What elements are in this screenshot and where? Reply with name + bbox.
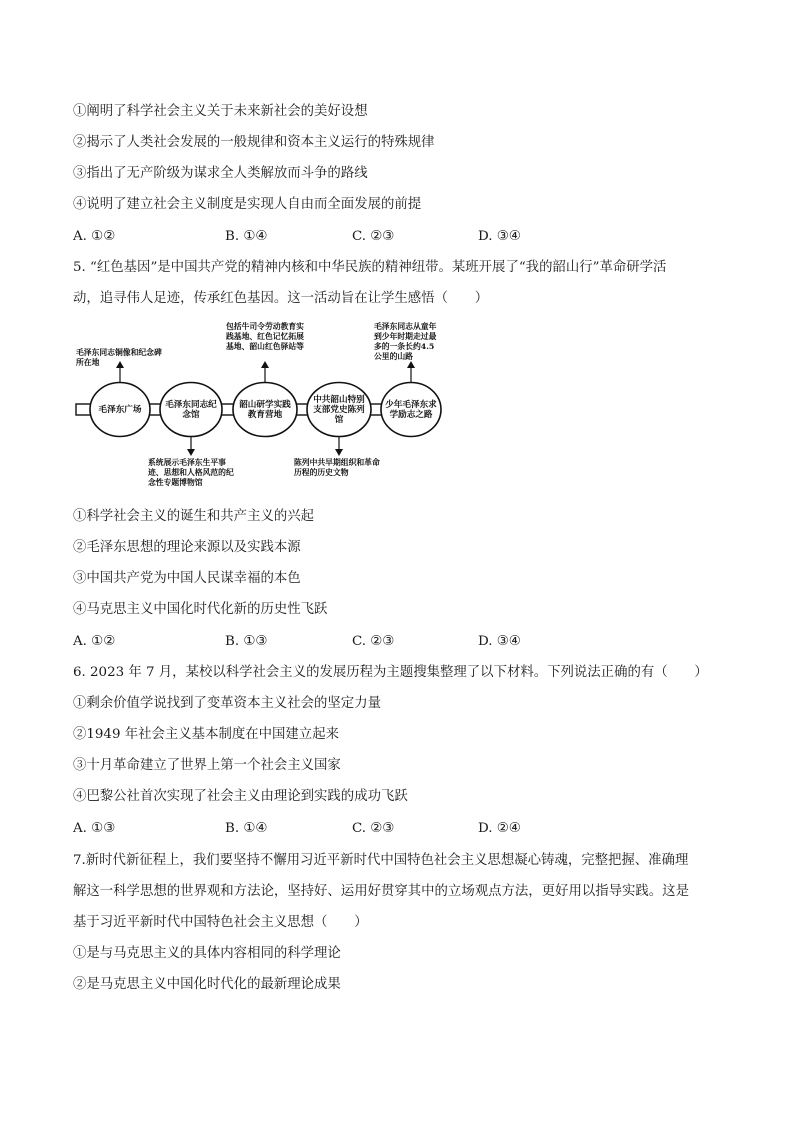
arrow-up-icon: [261, 361, 269, 368]
q6-choice-d[interactable]: D. ②④: [478, 821, 521, 836]
q6-option-2: ②1949 年社会主义基本制度在中国建立起来: [73, 727, 339, 742]
q5-option-2: ②毛泽东思想的理论来源以及实践本源: [73, 540, 301, 555]
q4-choice-d[interactable]: D. ③④: [478, 229, 521, 244]
q6-option-4: ④巴黎公社首次实现了社会主义由理论到实践的成功飞跃: [73, 789, 408, 804]
q6-option-1: ①剩余价值学说找到了变革资本主义社会的坚定力量: [73, 696, 381, 711]
note-bottom-2: 系统展示毛泽东生平事迹、思想和人格风范的纪念性专题博物馆: [148, 458, 234, 487]
q7-stem-line-1: 7.新时代新征程上，我们要坚持不懈用习近平新时代中国特色社会主义思想凝心铸魂，完整把握、准确理: [73, 853, 689, 868]
arrow-down-icon: [187, 449, 195, 456]
arrow-down-icon: [335, 449, 343, 456]
note-top-1: 毛泽东同志铜像和纪念碑所在地: [76, 348, 162, 367]
node-label-4: 中共韶山特别支部党史陈列馆: [313, 395, 365, 425]
q7-stem-line-2: 解这一科学思想的世界观和方法论，坚持好、运用好贯穿其中的立场观点方法，更好用以指导实践。这是: [73, 884, 689, 899]
arrow-up-icon: [407, 361, 415, 368]
q6-stem: 6. 2023 年 7 月，某校以科学社会主义的发展历程为主题搜集整理了以下材料。下列说法正确的有（ ）: [73, 665, 708, 680]
q4-choice-c[interactable]: C. ②③: [352, 229, 395, 244]
q5-stem-line-1: 5. “红色基因”是中国共产党的精神内核和中华民族的精神纽带。某班开展了“我的韶山行”革命研学活: [73, 260, 667, 275]
q7-stem-line-3: 基于习近平新时代中国特色社会主义思想（ ）: [73, 915, 368, 930]
q5-route-diagram: [74, 322, 442, 492]
q4-choices: [73, 228, 633, 246]
q6-choice-a[interactable]: A. ①③: [73, 821, 116, 836]
q6-choice-b[interactable]: B. ①④: [225, 821, 268, 836]
q6-option-3: ③十月革命建立了世界上第一个社会主义国家: [73, 758, 341, 773]
q4-option-2: ②揭示了人类社会发展的一般规律和资本主义运行的特殊规律: [73, 135, 435, 150]
q5-choice-c[interactable]: C. ②③: [352, 634, 395, 649]
q5-option-3: ③中国共产党为中国人民谋幸福的本色: [73, 571, 301, 586]
q4-choice-a[interactable]: A. ①②: [73, 229, 116, 244]
q5-choice-b[interactable]: B. ①③: [225, 634, 268, 649]
q6-choices: [73, 820, 633, 838]
node-label-1: 毛泽东广场: [98, 405, 142, 415]
q5-option-4: ④马克思主义中国化时代化新的历史性飞跃: [73, 602, 328, 617]
q5-option-1: ①科学社会主义的诞生和共产主义的兴起: [73, 509, 315, 524]
node-label-3: 韶山研学实践教育营地: [239, 400, 291, 420]
q7-option-1: ①是与马克思主义的具体内容相同的科学理论: [73, 946, 341, 961]
q4-option-3: ③指出了无产阶级为谋求全人类解放而斗争的路线: [73, 166, 368, 181]
q4-option-1: ①阐明了科学社会主义关于未来新社会的美好设想: [73, 104, 368, 119]
q4-choice-b[interactable]: B. ①④: [225, 229, 268, 244]
note-top-5: 毛泽东同志从童年到少年时期走过最多的一条长约4.5公里的山路: [374, 322, 437, 361]
q6-choice-c[interactable]: C. ②③: [352, 821, 395, 836]
note-bottom-4: 陈列中共早期组织和革命历程的历史文物: [294, 458, 380, 477]
q7-option-2: ②是马克思主义中国化时代化的最新理论成果: [73, 977, 341, 992]
q5-choice-d[interactable]: D. ③④: [478, 634, 521, 649]
note-top-3: 包括牛司令劳动教育实践基地、红色记忆拓展基地、韶山红色驿站等: [226, 322, 304, 351]
node-label-5: 少年毛泽东求学励志之路: [385, 400, 437, 420]
q5-choices: [73, 633, 633, 651]
node-label-2: 毛泽东同志纪念馆: [165, 400, 217, 420]
q5-stem-line-2: 动，追寻伟人足迹，传承红色基因。这一活动旨在让学生感悟（ ）: [73, 291, 489, 306]
q4-option-4: ④说明了建立社会主义制度是实现人自由而全面发展的前提: [73, 197, 422, 212]
q5-choice-a[interactable]: A. ①②: [73, 634, 116, 649]
